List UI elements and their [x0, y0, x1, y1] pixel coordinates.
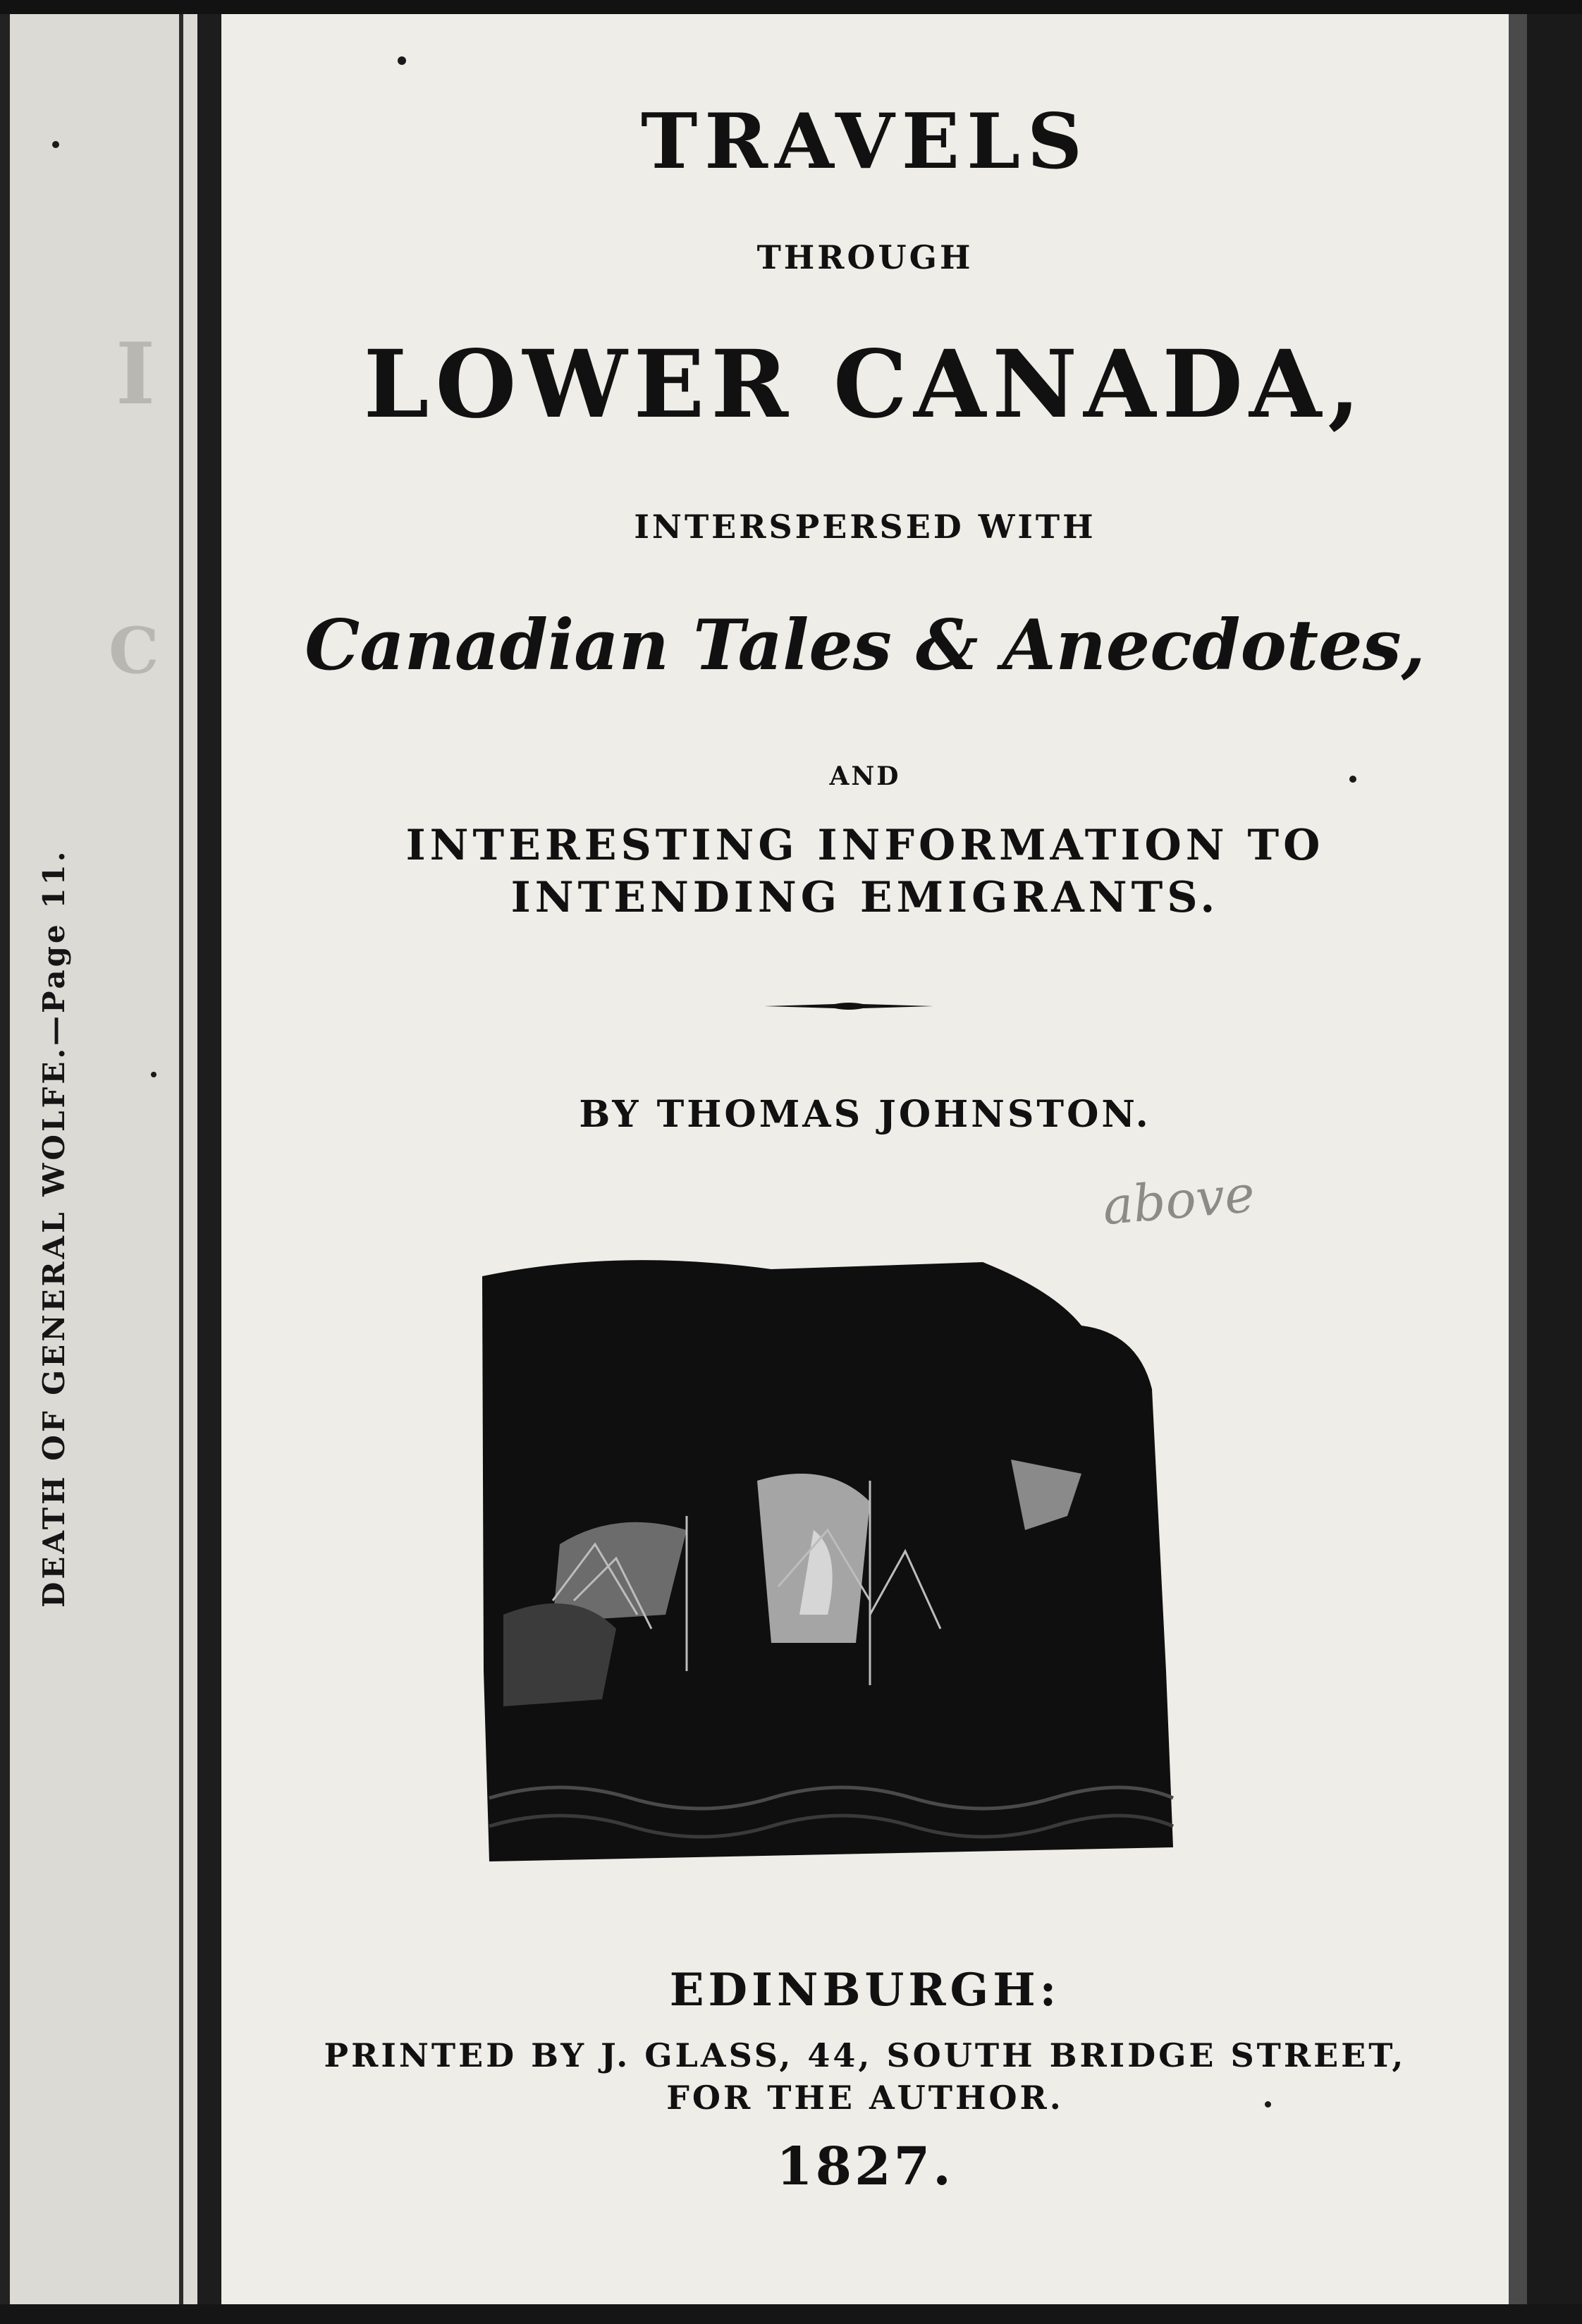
ornamental-rule: [764, 1001, 933, 1011]
bleed-through-mark: I: [116, 324, 156, 424]
subtitle-canadian-tales: Canadian Tales & Anecdotes,: [305, 605, 1425, 686]
ink-speck: [151, 1072, 157, 1077]
gutter-shadow: [179, 14, 183, 2304]
scan-right-edge: [1527, 0, 1582, 2324]
ink-speck: [52, 141, 59, 148]
scan-bottom-edge: [0, 2304, 1582, 2324]
scan-right-shadow: [1509, 0, 1527, 2324]
scan-top-edge: [0, 0, 1582, 14]
imprint-year: 1827.: [776, 2136, 954, 2197]
book-gutter: [197, 14, 221, 2304]
previous-page-strip: [10, 14, 200, 2304]
imprint-for-author: FOR THE AUTHOR.: [666, 2079, 1064, 2117]
ink-speck: [1265, 2101, 1271, 2108]
author-line: BY THOMAS JOHNSTON.: [579, 1093, 1151, 1136]
imprint-city: EDINBURGH:: [669, 1964, 1061, 2017]
scan-left-edge: [0, 0, 10, 2324]
ink-speck: [398, 56, 406, 65]
handwritten-note: above: [1100, 1163, 1257, 1237]
title-page: [221, 14, 1509, 2304]
imprint-printer: PRINTED BY J. GLASS, 44, SOUTH BRIDGE STREET,: [324, 2036, 1406, 2074]
plate-caption: DEATH OF GENERAL WOLFE.—Page 11.: [37, 848, 71, 1608]
subtitle-interspersed: INTERSPERSED WITH: [634, 508, 1096, 546]
subtitle-information-line-2: INTENDING EMIGRANTS.: [510, 873, 1220, 922]
subtitle-information-line-1: INTERESTING INFORMATION TO: [405, 821, 1325, 870]
title-lower-canada: LOWER CANADA,: [363, 330, 1367, 439]
title-through: THROUGH: [756, 238, 974, 276]
ship-woodcut-illustration: [475, 1248, 1187, 1869]
subtitle-and: AND: [829, 762, 901, 791]
ink-speck: [1349, 776, 1356, 783]
bleed-through-mark: C: [109, 613, 159, 688]
title-travels: TRAVELS: [640, 97, 1090, 186]
